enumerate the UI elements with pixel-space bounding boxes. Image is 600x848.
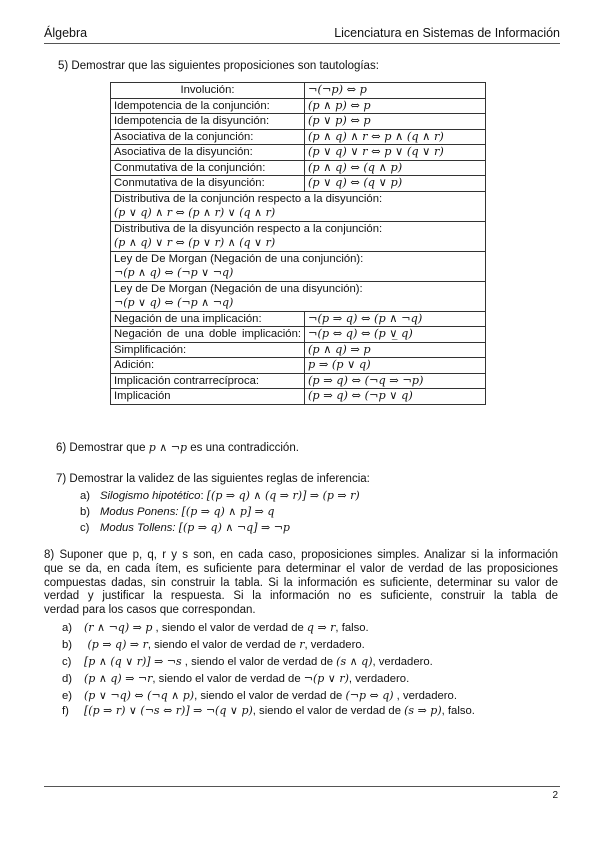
list-item <box>80 489 360 502</box>
property-name: Ley de De Morgan (Negación de una disyunción): <box>114 282 363 295</box>
item-end: , verdadero. <box>372 656 433 668</box>
exercise-6-text: 6) Demostrar que <box>56 442 149 454</box>
property-formula: (p ∧ q) ∧ r ⇔ p ∧ (q ∧ r) <box>305 129 486 145</box>
property-wide-cell <box>111 281 486 311</box>
property-formula: (p ∨ q) ⇔ (q ∨ p) <box>305 176 486 192</box>
rule-name: Silogismo hipotético <box>100 490 201 502</box>
table-row <box>111 176 486 192</box>
tautology-table <box>110 82 486 405</box>
item-condition: (s ⇒ p) <box>404 704 442 717</box>
property-name: Distributiva de la conjunción respecto a la disyunción: <box>114 192 383 205</box>
item-end: , falso. <box>441 705 475 717</box>
item-formula: (p ∨ ¬q) ⇔ (¬q ∧ p) <box>84 689 195 702</box>
rule-name: Modus Tollens: <box>100 522 176 534</box>
table-row <box>111 327 486 343</box>
table-row <box>111 129 486 145</box>
property-formula: (p ∧ q) ∨ r ⇔ (p ∨ r) ∧ (q ∨ r) <box>114 236 276 249</box>
header-subject: Álgebra <box>44 26 88 40</box>
intro-line: que se da, en cada ítem, es suficiente para determinar el valor de verdad de las proposiciones <box>44 562 558 575</box>
property-formula: ¬(p ∧ q) ⇔ (¬p ∨ ¬q) <box>114 266 234 279</box>
item-condition: r <box>299 638 305 651</box>
header-program: Licenciatura en Sistemas de Información <box>334 26 560 40</box>
intro-line: verdad para los casos que correspondan. <box>44 604 256 617</box>
table-row <box>111 145 486 161</box>
intro-line: verdad y justificar la respuesta. Si la información no es suficiente, construir la tabla de <box>44 590 558 603</box>
property-wide-cell <box>111 221 486 251</box>
rule-sep: : <box>200 490 207 502</box>
list-item <box>62 704 475 717</box>
property-formula: (p ∧ q) ⇒ p <box>305 342 486 358</box>
property-formula: (p ∨ q) ∨ r ⇔ p ∨ (q ∨ r) <box>305 145 486 161</box>
property-formula: (p ∧ p) ⇔ p <box>305 98 486 114</box>
property-formula: (p ∧ q) ⇔ (q ∧ p) <box>305 160 486 176</box>
item-label: d) <box>62 673 73 685</box>
item-condition: (¬p ⇔ q) <box>345 689 394 702</box>
rule-formula: [(p ⇒ q) ∧ p] ⇒ q <box>181 505 275 518</box>
table-row <box>111 251 486 281</box>
property-formula: ¬(p ⇒ q) ⇔ (p ∧ ¬q) <box>305 311 486 327</box>
property-name: Idempotencia de la disyunción: <box>111 114 305 130</box>
table-row <box>111 191 486 221</box>
property-formula: (p ⇒ q) ⇔ (¬q ⇒ ¬p) <box>305 373 486 389</box>
property-name: Negación de una implicación: <box>111 311 305 327</box>
item-end: , verdadero. <box>348 673 410 685</box>
item-text: , siendo el valor de verdad de <box>147 639 300 651</box>
item-formula: [p ∧ (q ∨ r)] ⇒ ¬s <box>84 655 182 668</box>
item-condition: q ⇒ r <box>306 621 336 634</box>
item-text: , siendo el valor de verdad de <box>194 690 346 702</box>
exercise-7-title: 7) Demostrar la validez de las siguientes reglas de inferencia: <box>56 473 370 485</box>
intro-line: 8) Suponer que p, q, r y s son, en cada caso, proposiciones simples. Analizar si la información <box>44 549 558 561</box>
rule-name: Modus Ponens: <box>100 506 179 518</box>
table-row <box>111 373 486 389</box>
list-item <box>62 655 433 668</box>
item-label: c) <box>80 522 90 534</box>
property-name: Asociativa de la disyunción: <box>111 145 305 161</box>
item-text: , siendo el valor de verdad de <box>152 673 304 685</box>
item-label: c) <box>62 656 72 668</box>
property-formula: p ⇒ (p ∨ q) <box>305 358 486 374</box>
table-row <box>111 114 486 130</box>
property-name: Distributiva de la disyunción respecto a la conjunción: <box>114 222 383 235</box>
footer-rule <box>44 786 560 787</box>
table-row <box>111 160 486 176</box>
list-item <box>62 672 409 685</box>
property-name: Ley de De Morgan (Negación de una conjunción): <box>114 252 364 265</box>
page-number: 2 <box>552 790 558 801</box>
item-label: a) <box>80 490 91 502</box>
property-formula: (p ⇒ q) ⇔ (¬p ∨ q) <box>305 389 486 405</box>
exercise-5-title: 5) Demostrar que las siguientes proposiciones son tautologías: <box>58 60 379 72</box>
rule-formula: [(p ⇒ q) ∧ ¬q] ⇒ ¬p <box>178 521 290 534</box>
item-text: , siendo el valor de verdad de <box>152 622 307 634</box>
exercise-6 <box>56 441 299 454</box>
property-name: Conmutativa de la disyunción: <box>111 176 305 192</box>
item-label: b) <box>80 506 91 518</box>
page-header <box>44 26 560 44</box>
property-formula: (p ∨ p) ⇔ p <box>305 114 486 130</box>
property-formula: ¬(¬p) ⇔ p <box>305 83 486 99</box>
property-formula: ¬(p ⇔ q) ⇔ (p ∨̲ q) <box>305 327 486 343</box>
property-name: Conmutativa de la conjunción: <box>111 160 305 176</box>
property-wide-cell <box>111 191 486 221</box>
item-label: b) <box>62 639 73 651</box>
property-name: Implicación <box>111 389 305 405</box>
exercise-6-formula: p ∧ ¬p <box>148 441 188 454</box>
exercise-8-intro <box>44 549 558 618</box>
list-item <box>62 621 369 634</box>
item-label: e) <box>62 690 73 702</box>
item-condition: ¬(p ∨ r) <box>303 672 349 685</box>
table-row <box>111 389 486 405</box>
list-item <box>80 505 274 518</box>
item-condition: (s ∧ q) <box>336 655 373 668</box>
item-end: , falso. <box>335 622 369 634</box>
list-item <box>80 521 290 534</box>
property-wide-cell <box>111 251 486 281</box>
item-text: , siendo el valor de verdad de <box>181 656 337 668</box>
table-row <box>111 342 486 358</box>
item-formula: (p ∧ q) ⇒ ¬r <box>84 672 153 685</box>
property-formula: (p ∨ q) ∧ r ⇔ (p ∧ r) ∨ (q ∧ r) <box>114 206 276 219</box>
table-row <box>111 221 486 251</box>
table-row <box>111 83 486 99</box>
item-text: , siendo el valor de verdad de <box>252 705 405 717</box>
item-formula: [(p ⇒ r) ∨ (¬s ⇔ r)] ⇒ ¬(q ∨ p) <box>84 704 253 717</box>
table-row <box>111 98 486 114</box>
item-formula: (p ⇒ q) ⇒ r <box>84 638 148 651</box>
list-item <box>62 689 457 702</box>
table-row <box>111 358 486 374</box>
item-label: f) <box>62 705 69 717</box>
property-name: Simplificación: <box>111 342 305 358</box>
item-end: , verdadero. <box>304 639 365 651</box>
property-name: Asociativa de la conjunción: <box>111 129 305 145</box>
property-name: Implicación contrarrecíproca: <box>111 373 305 389</box>
intro-line: compuestas dadas, sin construir la tabla. Si la información es suficiente, determinar su valor de <box>44 576 558 589</box>
property-name: Involución: <box>111 83 305 99</box>
item-end: , verdadero. <box>393 690 457 702</box>
property-name: Idempotencia de la conjunción: <box>111 98 305 114</box>
item-formula: (r ∧ ¬q) ⇒ p <box>84 621 153 634</box>
property-name: Adición: <box>111 358 305 374</box>
list-item <box>62 638 365 651</box>
exercise-6-text-end: es una contradicción. <box>187 442 299 454</box>
item-label: a) <box>62 622 73 634</box>
property-name: Negación de una doble implicación: <box>111 327 305 343</box>
property-formula: ¬(p ∨ q) ⇔ (¬p ∧ ¬q) <box>114 296 234 309</box>
rule-formula: [(p ⇒ q) ∧ (q ⇒ r)] ⇒ (p ⇒ r) <box>206 489 360 502</box>
table-row <box>111 281 486 311</box>
table-row <box>111 311 486 327</box>
